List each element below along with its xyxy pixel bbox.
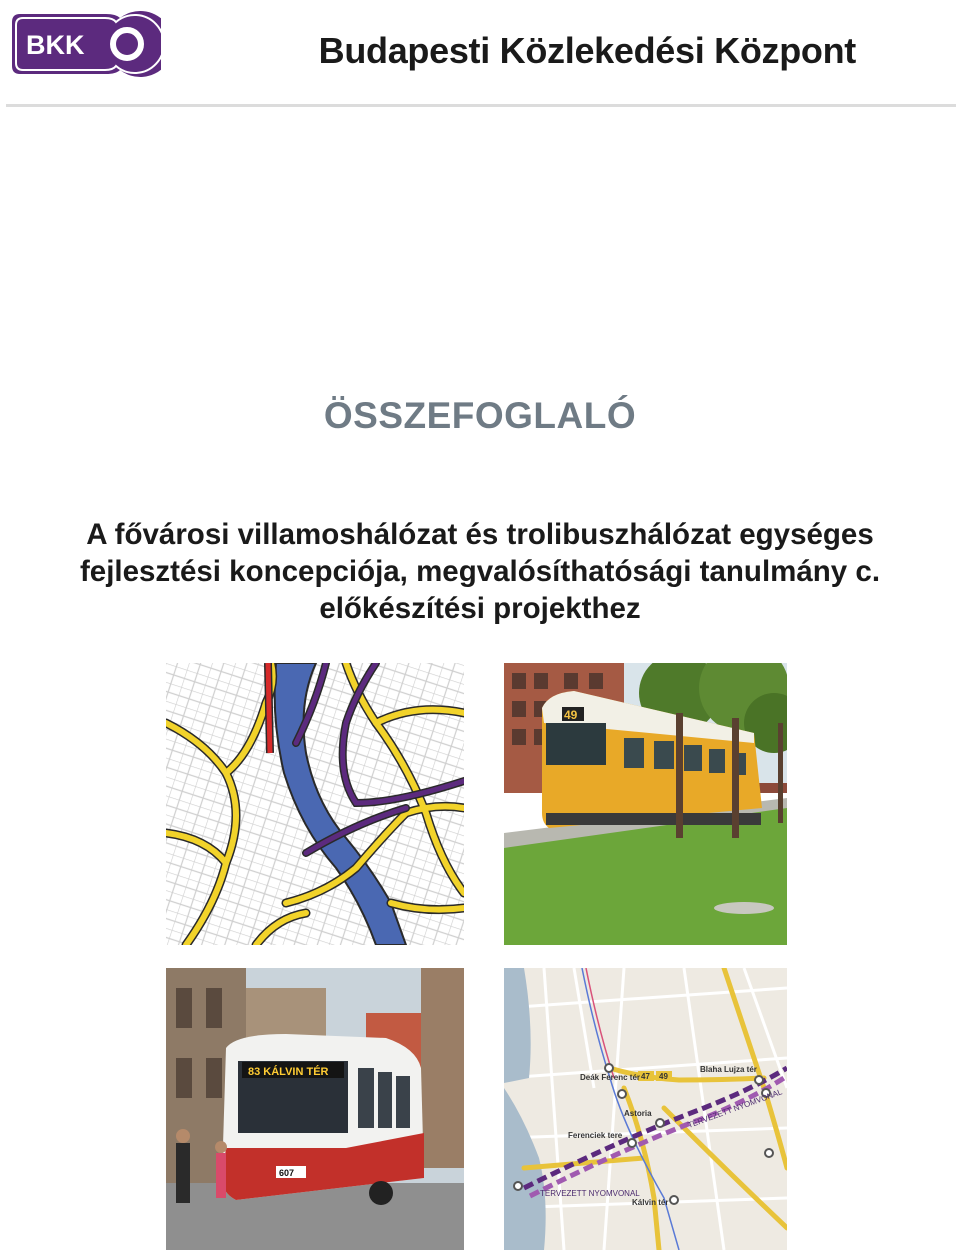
tram-photo bbox=[504, 663, 787, 945]
network-map-image bbox=[166, 663, 464, 945]
map-label-blaha: Blaha Lujza tér bbox=[700, 1065, 757, 1074]
bus-number: 607 bbox=[279, 1168, 295, 1178]
map-label-astoria: Astoria bbox=[624, 1109, 652, 1118]
map-label-kalvin: Kálvin tér bbox=[632, 1198, 669, 1207]
title-line-2: fejlesztési koncepciója, megvalósíthatósági tanulmány c. bbox=[79, 555, 881, 588]
map-tram-49: 49 bbox=[659, 1072, 668, 1081]
street-map-image bbox=[504, 968, 787, 1250]
map-tram-47: 47 bbox=[641, 1072, 650, 1081]
bkk-logo bbox=[6, 8, 161, 80]
logo-text: BKK bbox=[26, 30, 85, 60]
document-title bbox=[20, 516, 940, 627]
document-label: ÖSSZEFOGLALÓ bbox=[323, 395, 637, 436]
tram-route-sign: 49 bbox=[564, 708, 578, 722]
title-line-1: A fővárosi villamoshálózat és trolibuszhálózat egységes bbox=[86, 518, 874, 551]
map-label-planned-line-a: TERVEZETT NYOMVONAL bbox=[686, 1087, 784, 1130]
map-label-ferenciek: Ferenciek tere bbox=[568, 1131, 623, 1140]
header-divider bbox=[6, 104, 956, 107]
map-label-planned-line-b: TERVEZETT NYOMVONAL bbox=[540, 1189, 640, 1198]
title-line-3: előkészítési projekthez bbox=[319, 592, 641, 625]
trolleybus-photo bbox=[166, 968, 464, 1250]
organization-title: Budapesti Közlekedési Központ bbox=[318, 30, 856, 71]
bus-route-sign: 83 KÁLVIN TÉR bbox=[248, 1066, 329, 1078]
map-label-deak: Deák Ferenc tér bbox=[580, 1073, 641, 1082]
bkk-logo-mark bbox=[6, 8, 161, 80]
